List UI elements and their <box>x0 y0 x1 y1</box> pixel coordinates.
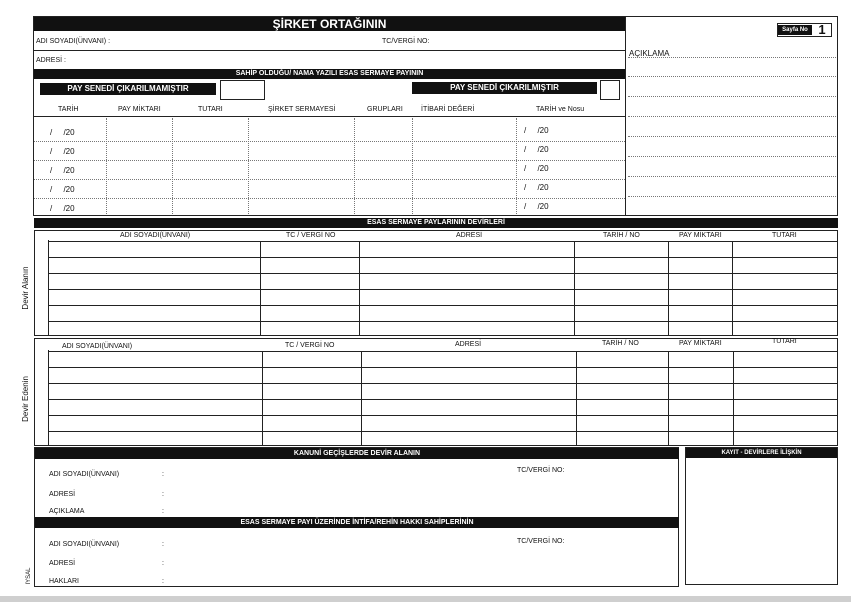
usufruct-title: ESAS SERMAYE PAYI ÜZERİNDE İNTİFA/REHİN HAKKI SAHİPLERİNİN <box>35 517 679 528</box>
legal-address-colon: : <box>162 491 164 498</box>
owner-name-label: ADI SOYADI(ÜNVANI) : <box>36 38 111 45</box>
col-groups: GRUPLARI <box>367 106 403 113</box>
owner-tc-label: TC/VERGİ NO: <box>382 38 430 45</box>
giver-col-name: ADI SOYADI(ÜNVANI) <box>62 343 133 350</box>
legal-address-label: ADRESİ <box>49 491 76 498</box>
giver-table <box>34 338 838 446</box>
transfers-title: ESAS SERMAYE PAYLARININ DEVİRLERİ <box>34 218 838 228</box>
share-row-date-right: / /20 <box>524 145 549 154</box>
receiver-row-rule <box>48 289 838 290</box>
remarks-divider <box>625 16 626 216</box>
shares-header-rule <box>34 116 625 117</box>
issued-checkbox[interactable] <box>600 80 620 100</box>
giver-col-total: TUTARI <box>772 338 797 345</box>
receiver-col-date: TARİH / NO <box>603 232 640 239</box>
not-issued-label: PAY SENEDİ ÇIKARILMAMIŞTIR <box>40 83 216 95</box>
share-row-date-left: / /20 <box>50 185 75 194</box>
giver-col-share: PAY MİKTARI <box>679 340 722 347</box>
owner-name-rule <box>34 50 625 51</box>
remarks-line <box>628 156 836 157</box>
share-row-date-right: / /20 <box>524 202 549 211</box>
usufruct-tc-label: TC/VERGİ NO: <box>517 538 565 545</box>
giver-row-rule <box>48 431 838 432</box>
share-row-rule <box>34 198 625 199</box>
giver-row-rule <box>48 383 838 384</box>
receiver-col-total: TUTARI <box>772 232 797 239</box>
not-issued-checkbox[interactable] <box>220 80 265 100</box>
usufruct-address-label: ADRESİ <box>49 560 76 567</box>
giver-row-rule <box>48 399 838 400</box>
page-number-value: 1 <box>818 22 826 37</box>
share-row-date-left: / /20 <box>50 204 75 213</box>
share-row-rule <box>34 160 625 161</box>
capital-shares-title: SAHİP OLDUĞU/ NAMA YAZILI ESAS SERMAYE PAYININ <box>34 69 625 79</box>
shares-col-divider <box>412 118 413 214</box>
giver-col-tc: TC / VERGİ NO <box>285 342 335 349</box>
receiver-col-name: ADI SOYADI(ÜNVANI) <box>120 232 191 239</box>
share-row-date-right: / /20 <box>524 164 549 173</box>
remarks-line <box>628 176 836 177</box>
share-row-date-right: / /20 <box>524 126 549 135</box>
side-imprint-text: IYSAL <box>26 567 32 585</box>
col-company-capital: ŞİRKET SERMAYESİ <box>268 106 336 113</box>
record-title: KAYIT - DEVİRLERE İLİŞKİN <box>686 448 837 458</box>
share-row-date-left: / /20 <box>50 166 75 175</box>
col-nominal-value: İTİBARİ DEĞERİ <box>421 106 475 113</box>
shares-col-divider <box>172 118 173 214</box>
share-row-rule <box>34 141 625 142</box>
shares-col-divider <box>354 118 355 214</box>
remarks-line <box>628 196 836 197</box>
remarks-line <box>628 76 836 77</box>
share-row-rule <box>34 179 625 180</box>
bottom-edge <box>0 596 851 602</box>
legal-tc-label: TC/VERGİ NO: <box>517 467 565 474</box>
shares-col-divider <box>106 118 107 214</box>
col-date: TARİH <box>58 106 79 113</box>
issued-label: PAY SENEDİ ÇIKARILMIŞTIR <box>412 82 597 94</box>
remarks-line <box>628 57 836 58</box>
legal-name-colon: : <box>162 471 164 478</box>
usufruct-rights-label: HAKLARI <box>49 578 79 585</box>
shares-col-divider <box>248 118 249 214</box>
giver-row-rule <box>48 367 838 368</box>
shares-col-divider <box>516 118 517 214</box>
usufruct-name-label: ADI SOYADI(ÜNVANI) <box>49 541 120 548</box>
legal-remarks-label: AÇIKLAMA <box>49 508 85 515</box>
usufruct-name-colon: : <box>162 541 164 548</box>
giver-col-date: TARİH / NO <box>602 340 639 347</box>
legal-name-label: ADI SOYADI(ÜNVANI) <box>49 471 120 478</box>
owner-address-label: ADRESİ : <box>36 57 66 64</box>
receiver-row-rule <box>48 305 838 306</box>
giver-row-rule <box>48 415 838 416</box>
remarks-label: AÇIKLAMA <box>629 49 670 58</box>
col-date-and-no: TARİH ve Nosu <box>536 106 585 113</box>
receiver-row-rule <box>48 321 838 322</box>
giver-side-label: Devir Edenin <box>21 376 30 422</box>
receiver-row-rule <box>48 273 838 274</box>
receiver-col-address: ADRESİ <box>456 232 483 239</box>
receiver-side-label: Devir Alanın <box>21 266 30 310</box>
page-number-label: Sayfa No <box>778 25 812 35</box>
col-share-amount: PAY MİKTARI <box>118 106 161 113</box>
share-row-date-left: / /20 <box>50 147 75 156</box>
record-frame <box>685 447 838 585</box>
col-amount: TUTARI <box>198 106 223 113</box>
receiver-header-rule <box>48 241 838 242</box>
usufruct-address-colon: : <box>162 560 164 567</box>
share-row-date-right: / /20 <box>524 183 549 192</box>
giver-header-rule <box>48 351 838 352</box>
share-row-date-left: / /20 <box>50 128 75 137</box>
page-title: ŞİRKET ORTAĞININ <box>34 17 625 31</box>
receiver-row-rule <box>48 257 838 258</box>
usufruct-rights-colon: : <box>162 578 164 585</box>
remarks-line <box>628 136 836 137</box>
remarks-line <box>628 96 836 97</box>
legal-transfer-title: KANUNİ GEÇİŞLERDE DEVİR ALANIN <box>35 448 679 459</box>
remarks-line <box>628 116 836 117</box>
legal-remarks-colon: : <box>162 508 164 515</box>
giver-col-address: ADRESİ <box>455 341 482 348</box>
receiver-col-share: PAY MİKTARI <box>679 232 722 239</box>
receiver-col-tc: TC / VERGİ NO <box>286 232 336 239</box>
